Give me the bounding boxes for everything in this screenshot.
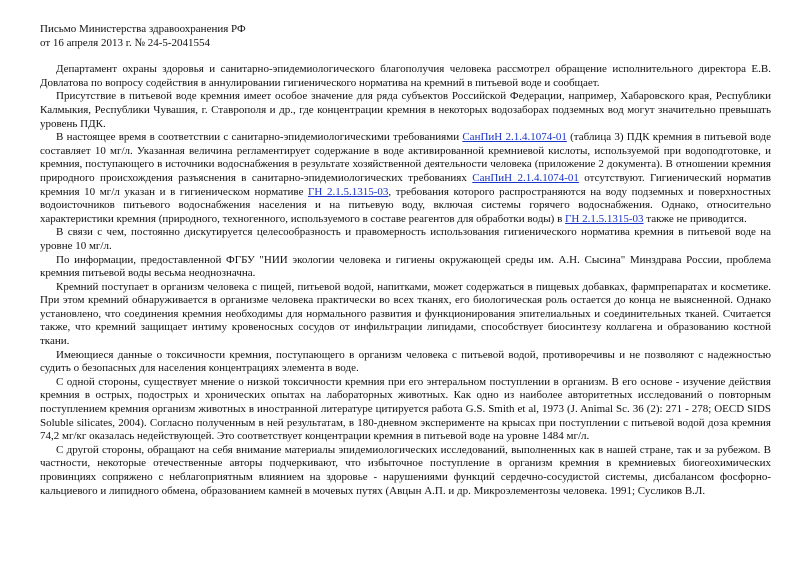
paragraph-3-text-e: также не приводится. (643, 212, 747, 225)
sanpin-link[interactable]: СанПиН 2.1.4.1074-01 (462, 131, 567, 144)
paragraph-3-text-a: В настоящее время в соответствии с санитарно-эпидемиологическими требованиями (56, 131, 463, 144)
paragraph-9: С другой стороны, обращают на себя внимание материалы эпидемиологических исследований, выполненных как в нашей стране, так и за рубежом. В частности, некоторые отечественные авторы подчеркивают, что избыточное поступление в организм кремния в кремниевых биогеохимических провинциях сопряжено с неблагоприятным влиянием на здоровье - нарушениями функций сердечно-сосудистой системы, дисбалансом фосфорно-кальциевого и липидного обмена, образованием камней в мочевых путях (Авцын А.П. и др. Микроэлементозы человека. 1991; Сусликов В.Л. (40, 443, 771, 497)
paragraph-3-text-c: отсутствуют. Гигиенический норматив кремния 10 мг/л указан и в гигиеническом нормативе (40, 171, 771, 198)
paragraph-5: По информации, предоставленной ФГБУ "НИИ экологии человека и гигиены окружающей среды им. А.Н. Сысина" Минздрава России, проблема кремния питьевой воды весьма неоднозначна. (40, 253, 771, 280)
sanpin-link-2[interactable]: СанПиН 2.1.4.1074-01 (472, 171, 579, 184)
paragraph-3 (40, 131, 771, 226)
paragraph-6: Кремний поступает в организм человека с пищей, питьевой водой, напитками, может содержаться в пищевых добавках, фармпрепаратах и косметике. При этом кремний обнаруживается в организме человека практически во всех тканях, его биологическая роль остается до конца не выясненной. Однако установлено, что соединения кремния необходимы для нормального развития и функционирования эпителиальных и соединительных тканей. Считается также, что кремний защищает интиму кровеносных сосудов от инфильтрации липидами, способствует биосинтезу коллагена и образованию костной ткани. (40, 280, 771, 348)
paragraph-1: Департамент охраны здоровья и санитарно-эпидемиологического благополучия человека рассмотрел обращение исполнительного директора Е.В. Довлатова по вопросу содействия в аннулировании гигиенического норматива на кремний в питьевой воде и сообщает. (40, 63, 771, 89)
paragraph-7: Имеющиеся данные о токсичности кремния, поступающего в организм человека с питьевой водой, противоречивы и не позволяют с надежностью судить о безопасных для населения концентрациях элемента в воде. (40, 348, 771, 375)
letter-date-number: от 16 апреля 2013 г. № 24-5-2041554 (40, 36, 211, 49)
paragraph-2: Присутствие в питьевой воде кремния имеет особое значение для ряда субъектов Российской Федерации, например, Хабаровского края, Республики Калмыкия, Республики Чувашия, г. Ставрополя и др., где концентрации кремния в некоторых водозаборах подземных вод могут значительно превышать уровень ПДК. (40, 90, 771, 130)
paragraph-4: В связи с чем, постоянно дискутируется целесообразность и правомерность использования гигиенического норматива кремния в питьевой воде на уровне 10 мг/л. (40, 226, 771, 252)
paragraph-3-text-d: , требования которого распространяются на воду подземных и поверхностных водоисточников питьевого водоснабжения населения и на питьевую воду, включая системы горячего водоснабжения. Однако, относительно характеристики кремния (природного, техногенного, используемого в составе реагентов для обработки воды) в (40, 185, 772, 225)
gn-link[interactable]: ГН 2.1.5.1315-03 (308, 185, 389, 198)
paragraph-3-text-b: (таблица 3) ПДК кремния в питьевой воде составляет 10 мг/л. Указанная величина регламентирует содержание в воде активированной кремниевой кислоты, используемой при водоподготовке, и кремния, поступающего в источники водоснабжения в результате хозяйственной деятельности человека (приложение 2 документа). В отношении кремния природного происхождения разъяснения в санитарно-эпидемиологических требованиях (40, 131, 772, 184)
gn-link-2[interactable]: ГН 2.1.5.1315-03 (565, 212, 644, 225)
letter-title: Письмо Министерства здравоохранения РФ (40, 23, 246, 35)
paragraph-8: С одной стороны, существует мнение о низкой токсичности кремния при его энтеральном поступлении в организм. В его основе - изучение действия кремния в острых, подострых и хронических опытах на лабораторных животных. Как одно из наиболее авторитетных исследований о повторным поступлением кремния организм животных в иностранной литературе цитируется работа G.S. Smith et al, 1973 (J. Animal Sc. 36 (2): 271 - 278; OECD SIDS Soluble silicates, 2004). Согласно полученным в ней результатам, в 180-дневном эксперименте на крысах при поступлении с питьевой водой доза кремния 74,2 мг/кг оказалась недействующей. Это соответствует концентрации кремния в питьевой воде на уровне 1484 мг/л. (40, 375, 771, 443)
